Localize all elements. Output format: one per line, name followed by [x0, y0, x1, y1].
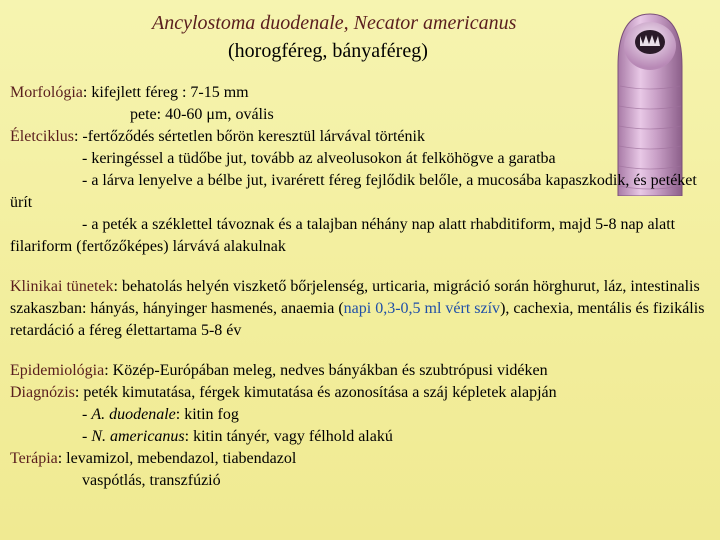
lifecycle-line-4: - a peték a széklettel távoznak és a talajban néhány nap alatt rhabditiform, majd 5-8 nap alatt filariform (fertőzőképes) lárvává alakulnak: [10, 216, 676, 255]
diagnosis-item-1: - A. duodenale: kitin fog: [82, 406, 239, 423]
clinical-highlight: napi 0,3-0,5 ml vért szív: [343, 300, 501, 317]
species-n-americanus: N. americanus: [91, 428, 185, 445]
content-body: [10, 82, 710, 492]
diagnosis-text: : peték kimutatása, férgek kimutatása és azonosítása a száj képletek alapján: [74, 384, 557, 401]
therapy-line: [10, 448, 710, 470]
diagnosis-label: Diagnózis: [10, 384, 75, 401]
therapy-label: Terápia: [10, 450, 58, 467]
page-title: Ancylostoma duodenale, Necator americanus: [152, 12, 517, 34]
lifecycle-line-2: - keringéssel a tüdőbe jut, tovább az alveolusokon át felköhögve a garatba: [82, 150, 556, 167]
page-subtitle: (horogféreg, bányaféreg): [228, 40, 428, 62]
clinical-text-b: ), cachexia, mentális és fizikális retardáció a féreg élettartama 5-8 év: [10, 300, 705, 339]
morphology-line-1: [10, 82, 710, 104]
diagnosis-item-2: - N. americanus: kitin tányér, vagy félhold alakú: [82, 428, 393, 445]
morphology-text: : kifejlett féreg : 7-15 mm: [82, 84, 249, 101]
morphology-line-2: pete: 40-60 μm, ovális: [130, 106, 274, 123]
therapy-text: : levamizol, mebendazol, tiabendazol: [57, 450, 297, 467]
lifecycle-text: : -fertőződés sértetlen bőrön keresztül lárvával történik: [73, 128, 425, 145]
lifecycle-line-1: [10, 126, 710, 148]
species-a-duodenale: A. duodenale: [91, 406, 176, 423]
clinical-paragraph: [10, 276, 710, 342]
epidemiology-line: [10, 360, 710, 382]
diagnosis-line: [10, 382, 710, 404]
epidemiology-text: : Közép-Európában meleg, nedves bányákban és szubtrópusi vidéken: [104, 362, 548, 379]
morphology-label: Morfológia: [10, 84, 83, 101]
lifecycle-line-3: - a lárva lenyelve a bélbe jut, ivarérett féreg fejlődik belőle, a mucosába kapaszkodik, és petéket ürít: [10, 172, 697, 211]
clinical-text-a: : behatolás helyén viszkető bőrjelenség, urticaria, migráció során hörghurut, láz, intestinalis szakaszban: hányás, hányinger hasmenés, anaemia (: [10, 278, 700, 317]
clinical-label: Klinikai tünetek: [10, 278, 114, 295]
epidemiology-label: Epidemiológia: [10, 362, 105, 379]
lifecycle-label: Életciklus: [10, 128, 74, 145]
therapy-line-2: vaspótlás, transzfúzió: [82, 472, 221, 489]
